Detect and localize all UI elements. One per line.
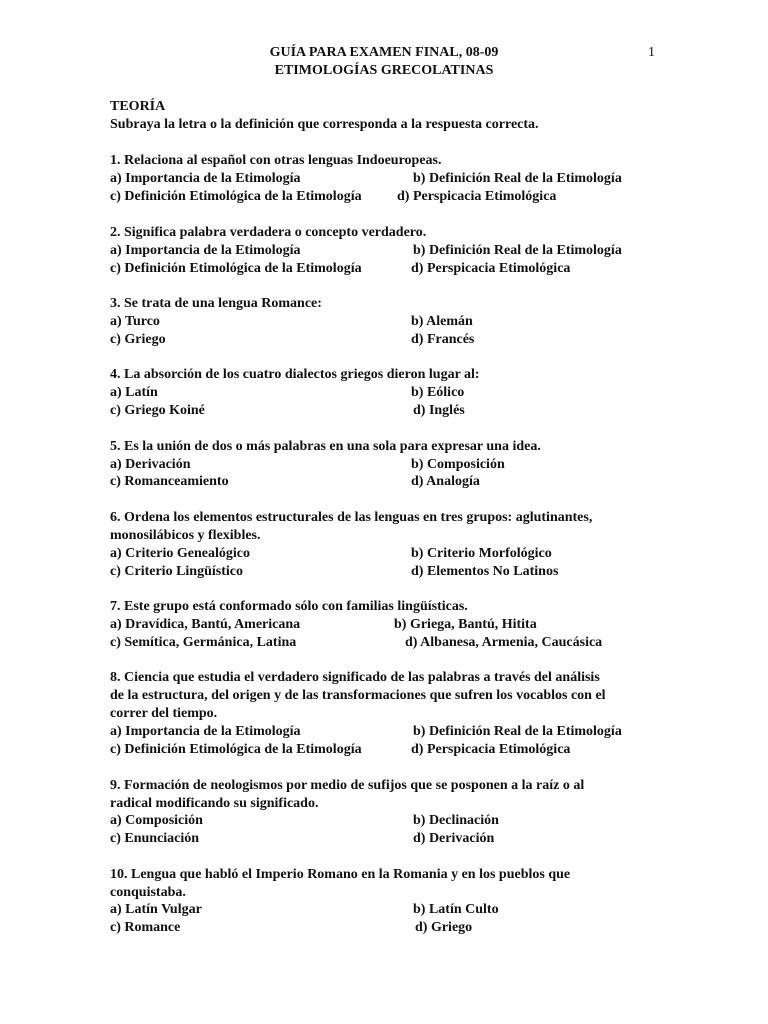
option-4a: a) Latín [110, 385, 158, 400]
option-7a: a) Dravídica, Bantú, Americana [110, 617, 301, 632]
question-10-line-2: conquistaba. [110, 885, 186, 900]
option-10a: a) Latín Vulgar [110, 902, 202, 917]
instructions: Subraya la letra o la definición que corresponda a la respuesta correcta. [110, 117, 539, 132]
page-number: 1 [648, 45, 655, 60]
option-4b: b) Eólico [411, 385, 465, 400]
question-6-line-2: monosilábicos y flexibles. [110, 528, 261, 543]
option-7b: b) Griega, Bantú, Hitita [394, 617, 537, 632]
option-3c: c) Griego [110, 332, 166, 347]
question-8-line-3: correr del tiempo. [110, 706, 218, 721]
question-8: 8. Ciencia que estudia el verdadero significado de las palabras a través del análisis [110, 670, 600, 685]
question-7: 7. Este grupo está conformado sólo con familias lingüísticas. [110, 599, 468, 614]
question-3: 3. Se trata de una lengua Romance: [110, 296, 322, 311]
option-9c: c) Enunciación [110, 831, 200, 846]
option-6b: b) Criterio Morfológico [411, 546, 552, 561]
option-10b: b) Latín Culto [413, 902, 499, 917]
option-8d: d) Perspicacia Etimológica [411, 742, 571, 757]
question-10: 10. Lengua que habló el Imperio Romano en la Romania y en los pueblos que [110, 867, 571, 882]
option-2b: b) Definición Real de la Etimología [413, 243, 622, 258]
option-4c: c) Griego Koiné [110, 403, 205, 418]
option-9b: b) Declinación [413, 813, 499, 828]
document-subtitle: ETIMOLOGÍAS GRECOLATINAS [274, 63, 494, 78]
question-9: 9. Formación de neologismos por medio de sufijos que se posponen a la raíz o al [110, 778, 585, 793]
question-4: 4. La absorción de los cuatro dialectos griegos dieron lugar al: [110, 367, 480, 382]
option-8a: a) Importancia de la Etimología [110, 724, 301, 739]
option-4d: d) Inglés [413, 403, 465, 418]
option-10c: c) Romance [110, 920, 181, 935]
question-5: 5. Es la unión de dos o más palabras en una sola para expresar una idea. [110, 439, 541, 454]
option-3a: a) Turco [110, 314, 160, 329]
option-7d: d) Albanesa, Armenia, Caucásica [405, 635, 603, 650]
option-1b: b) Definición Real de la Etimología [413, 171, 622, 186]
option-8b: b) Definición Real de la Etimología [413, 724, 622, 739]
option-7c: c) Semítica, Germánica, Latina [110, 635, 297, 650]
option-2d: d) Perspicacia Etimológica [411, 261, 571, 276]
option-1a: a) Importancia de la Etimología [110, 171, 301, 186]
option-2c: c) Definición Etimológica de la Etimología [110, 261, 362, 276]
question-2: 2. Significa palabra verdadera o concepto verdadero. [110, 225, 427, 240]
option-3d: d) Francés [411, 332, 475, 347]
question-1: 1. Relaciona al español con otras lenguas Indoeuropeas. [110, 153, 442, 168]
option-6c: c) Criterio Lingüístico [110, 564, 243, 579]
option-3b: b) Alemán [411, 314, 473, 329]
question-8-line-2: de la estructura, del origen y de las transformaciones que sufren los vocablos con el [110, 688, 606, 703]
option-5b: b) Composición [411, 457, 505, 472]
option-8c: c) Definición Etimológica de la Etimología [110, 742, 362, 757]
option-5d: d) Analogía [411, 474, 480, 489]
option-10d: d) Griego [415, 920, 473, 935]
option-5c: c) Romanceamiento [110, 474, 229, 489]
document-title: GUÍA PARA EXAMEN FINAL, 08-09 [269, 45, 499, 60]
option-9d: d) Derivación [413, 831, 495, 846]
option-9a: a) Composición [110, 813, 203, 828]
question-6: 6. Ordena los elementos estructurales de las lenguas en tres grupos: aglutinantes, [110, 510, 593, 525]
option-6d: d) Elementos No Latinos [411, 564, 559, 579]
question-9-line-2: radical modificando su significado. [110, 796, 319, 811]
option-5a: a) Derivación [110, 457, 191, 472]
option-1d: d) Perspicacia Etimológica [397, 189, 557, 204]
option-2a: a) Importancia de la Etimología [110, 243, 301, 258]
option-1c: c) Definición Etimológica de la Etimología [110, 189, 362, 204]
option-6a: a) Criterio Genealógico [110, 546, 250, 561]
section-heading: TEORÍA [110, 99, 166, 114]
